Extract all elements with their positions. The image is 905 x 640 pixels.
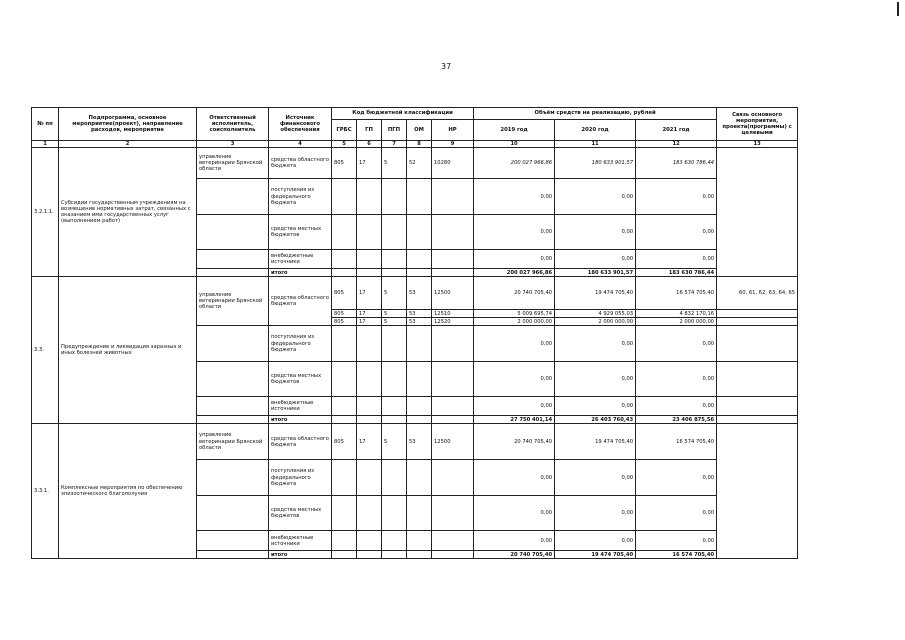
code-empty [432,269,474,277]
section-executor: управление ветеринарии Брянской области [197,277,269,326]
code-empty [332,326,357,362]
amount-2019: 0,00 [474,397,555,416]
code-empty [357,416,382,424]
total-2019: 27 750 401,14 [474,416,555,424]
header-gp: ГП [357,120,382,141]
code-empty [382,215,407,250]
amount-2020: 2 000 000,00 [555,318,636,326]
total-2020: 26 403 760,43 [555,416,636,424]
code-empty [382,460,407,496]
code-empty [332,496,357,531]
section-executor: управление ветеринарии Брянской области [197,424,269,460]
source-label: поступления из федерального бюджета [269,326,332,362]
source-label: поступления из федерального бюджета [269,179,332,215]
code-empty [357,531,382,551]
code-empty [357,250,382,269]
header-link: Связь основного мероприятия, проекта(программы) с целевыми [717,108,798,141]
column-number: 10 [474,141,555,148]
code-gp: 17 [357,148,382,179]
column-number: 1 [32,141,59,148]
executor-empty [197,215,269,250]
amount-2021: 0,00 [636,460,717,496]
code-empty [382,531,407,551]
code-gp: 17 [357,424,382,460]
amount-2021: 0,00 [636,496,717,531]
code-nr: 12500 [432,277,474,310]
column-number: 7 [382,141,407,148]
code-empty [407,460,432,496]
executor-empty [197,362,269,397]
code-empty [432,326,474,362]
code-grbs: 805 [332,148,357,179]
code-pgp: 5 [382,424,407,460]
executor-empty [197,531,269,551]
code-empty [357,551,382,559]
header-grbs: ГРБС [332,120,357,141]
header-2019: 2019 год [474,120,555,141]
code-empty [357,269,382,277]
link-empty [717,416,798,424]
amount-2020: 180 633 901,57 [555,148,636,179]
code-gp: 17 [357,318,382,326]
code-empty [332,362,357,397]
code-empty [432,416,474,424]
code-empty [332,397,357,416]
total-2020: 180 633 901,57 [555,269,636,277]
code-empty [332,551,357,559]
total-2019: 20 740 705,40 [474,551,555,559]
source-label: средства областного бюджета [269,424,332,460]
source-label: поступления из федерального бюджета [269,460,332,496]
code-empty [432,362,474,397]
code-empty [357,215,382,250]
executor-empty [197,269,269,277]
amount-2020: 19 474 705,40 [555,424,636,460]
executor-empty [197,416,269,424]
code-pgp: 5 [382,148,407,179]
amount-2019: 200 027 966,86 [474,148,555,179]
code-nr: 12500 [432,424,474,460]
table-row [32,424,798,460]
code-grbs: 805 [332,277,357,310]
amount-2019: 0,00 [474,531,555,551]
code-empty [407,551,432,559]
column-number: 4 [269,141,332,148]
code-empty [332,269,357,277]
code-empty [357,362,382,397]
amount-2019: 2 000 000,00 [474,318,555,326]
section-link [717,424,798,559]
code-nr: 12510 [432,310,474,318]
code-empty [432,531,474,551]
code-empty [407,269,432,277]
header-program: Подпрограмма, основное мероприятие(проект), направление расходов, мероприятие [59,108,197,141]
code-grbs: 805 [332,318,357,326]
amount-2019: 0,00 [474,215,555,250]
header-2021: 2021 год [636,120,717,141]
total-2021: 16 574 705,40 [636,551,717,559]
column-number: 12 [636,141,717,148]
amount-2020: 0,00 [555,215,636,250]
code-empty [382,397,407,416]
code-empty [357,496,382,531]
code-empty [382,496,407,531]
section-number: 3.3.1. [32,424,59,559]
amount-2021: 0,00 [636,250,717,269]
code-om: 53 [407,424,432,460]
code-empty [357,460,382,496]
code-empty [432,460,474,496]
source-label: средства областного бюджета [269,148,332,179]
code-empty [382,250,407,269]
code-nr: 12520 [432,318,474,326]
amount-2020: 0,00 [555,397,636,416]
source-label-total: итого [269,269,332,277]
header-executor: Ответственный исполнитель, соисполнитель [197,108,269,141]
source-label: внебюджетные источники [269,397,332,416]
amount-2019: 5 009 695,74 [474,310,555,318]
column-number: 11 [555,141,636,148]
column-number: 8 [407,141,432,148]
header-om: ОМ [407,120,432,141]
column-number: 5 [332,141,357,148]
section-number: 3.3. [32,277,59,424]
amount-2019: 0,00 [474,179,555,215]
code-grbs: 805 [332,424,357,460]
amount-2021: 0,00 [636,531,717,551]
section-link [717,148,798,277]
code-om: 52 [407,148,432,179]
code-empty [407,179,432,215]
code-om: 53 [407,277,432,310]
code-empty [407,531,432,551]
amount-2021: 16 574 705,40 [636,424,717,460]
section-link: 60, 61, 62, 63, 64, 65 [717,277,798,310]
executor-empty [197,551,269,559]
amount-2020: 0,00 [555,250,636,269]
header-pgp: ПГП [382,120,407,141]
code-pgp: 5 [382,310,407,318]
code-empty [407,215,432,250]
link-empty [717,318,798,326]
header-source: Источник финансового обеспечения [269,108,332,141]
code-empty [382,269,407,277]
amount-2021: 2 000 000,00 [636,318,717,326]
executor-empty [197,326,269,362]
source-label: внебюджетные источники [269,531,332,551]
column-number: 9 [432,141,474,148]
code-empty [382,362,407,397]
section-name: Субсидии государственным учреждениям на возмещение нормативных затрат, связанных с оказанием ими государственных услуг (выполнением работ) [59,148,197,277]
code-gp: 17 [357,310,382,318]
executor-empty [197,397,269,416]
budget-table [31,107,798,559]
column-number: 3 [197,141,269,148]
code-empty [407,250,432,269]
scan-edge-mark [897,2,899,16]
code-empty [407,496,432,531]
amount-2019: 0,00 [474,496,555,531]
header-nr: НР [432,120,474,141]
amount-2019: 0,00 [474,250,555,269]
section-executor: управление ветеринарии Брянской области [197,148,269,179]
column-number: 2 [59,141,197,148]
amount-2020: 0,00 [555,179,636,215]
amount-2021: 0,00 [636,215,717,250]
amount-2019: 0,00 [474,460,555,496]
code-pgp: 5 [382,318,407,326]
amount-2021: 183 630 786,44 [636,148,717,179]
code-empty [382,551,407,559]
amount-2020: 0,00 [555,362,636,397]
amount-2021: 0,00 [636,362,717,397]
amount-2019: 20 740 705,40 [474,424,555,460]
code-pgp: 5 [382,277,407,310]
link-empty [717,326,798,362]
code-empty [407,416,432,424]
section-number: 3.2.1.1. [32,148,59,277]
header-budget-code: Код бюджетной классификации [332,108,474,120]
table-row [32,148,798,179]
source-label: средства местных бюджетов [269,496,332,531]
column-number: 6 [357,141,382,148]
link-empty [717,397,798,416]
code-empty [432,551,474,559]
total-2021: 183 630 786,44 [636,269,717,277]
amount-2020: 19 474 705,40 [555,277,636,310]
amount-2020: 0,00 [555,531,636,551]
amount-2019: 20 740 705,40 [474,277,555,310]
table-row [32,277,798,310]
column-number: 13 [717,141,798,148]
code-empty [332,215,357,250]
amount-2021: 16 574 705,40 [636,277,717,310]
code-empty [382,326,407,362]
code-empty [382,416,407,424]
source-label-total: итого [269,551,332,559]
amount-2020: 0,00 [555,460,636,496]
header-volume: Объём средств на реализацию, рублей [474,108,717,120]
code-om: 53 [407,310,432,318]
code-empty [332,460,357,496]
link-empty [717,362,798,397]
code-nr: 10280 [432,148,474,179]
code-empty [432,215,474,250]
code-empty [332,179,357,215]
section-name: Предупреждение и ликвидация заразных и иных болезней животных [59,277,197,424]
amount-2021: 0,00 [636,179,717,215]
executor-empty [197,250,269,269]
executor-empty [197,460,269,496]
source-label: внебюджетные источники [269,250,332,269]
code-empty [332,416,357,424]
code-empty [407,362,432,397]
code-om: 53 [407,318,432,326]
source-label: средства местных бюджетов [269,215,332,250]
amount-2021: 0,00 [636,397,717,416]
code-empty [432,397,474,416]
code-empty [432,179,474,215]
total-2019: 200 027 966,86 [474,269,555,277]
source-label: средства местных бюджетов [269,362,332,397]
amount-2021: 4 832 170,16 [636,310,717,318]
amount-2021: 0,00 [636,326,717,362]
code-grbs: 805 [332,310,357,318]
amount-2019: 0,00 [474,362,555,397]
source-label: средства областного бюджета [269,277,332,326]
code-gp: 17 [357,277,382,310]
code-empty [407,326,432,362]
amount-2019: 0,00 [474,326,555,362]
amount-2020: 0,00 [555,496,636,531]
code-empty [357,397,382,416]
source-label-total: итого [269,416,332,424]
code-empty [432,496,474,531]
budget-table-wrapper [31,107,798,559]
code-empty [332,531,357,551]
total-2020: 19 474 705,40 [555,551,636,559]
link-empty [717,310,798,318]
code-empty [432,250,474,269]
section-name: Комплексные мероприятия по обеспечению эпизоотического благополучия [59,424,197,559]
page-number: 37 [441,62,452,71]
code-empty [357,179,382,215]
header-no: № пп [32,108,59,141]
total-2021: 23 406 875,56 [636,416,717,424]
code-empty [332,250,357,269]
code-empty [382,179,407,215]
code-empty [357,326,382,362]
executor-empty [197,496,269,531]
header-2020: 2020 год [555,120,636,141]
code-empty [407,397,432,416]
executor-empty [197,179,269,215]
amount-2020: 4 929 055,03 [555,310,636,318]
amount-2020: 0,00 [555,326,636,362]
